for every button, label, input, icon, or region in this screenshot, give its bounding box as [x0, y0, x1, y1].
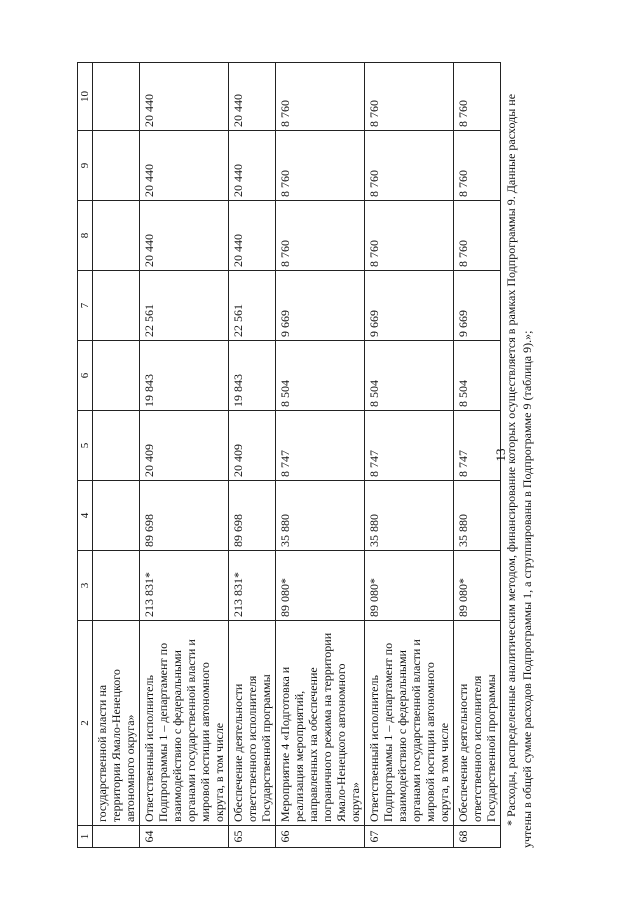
value-cell-col-6: 8 504 — [276, 341, 365, 411]
table-row — [140, 63, 229, 848]
column-number-6: 6 — [78, 341, 93, 411]
row-description: Обеспечение деятельности ответственного исполнителя Государственной программы — [454, 621, 501, 826]
value-cell-col-3: 89 080* — [276, 551, 365, 621]
value-cell-col-9: 20 440 — [229, 131, 276, 201]
footnote: * Расходы, распределенные аналитическим методом, финансирование которых осуществляется в рамках Подпрограммы 9. Данные расходы не учтены в общей сумме расходов Подпрограммы 1, а сгруппированы в Подпрограмме 9 (таблица 9).»; — [504, 93, 534, 848]
value-cell-col-7: 9 669 — [365, 271, 454, 341]
value-cell-col-8 — [93, 201, 140, 271]
value-cell-col-3: 89 080* — [365, 551, 454, 621]
value-cell-col-8: 20 440 — [229, 201, 276, 271]
value-cell-col-4: 35 880 — [276, 481, 365, 551]
column-number-4: 4 — [78, 481, 93, 551]
value-cell-col-5 — [93, 411, 140, 481]
column-number-9: 9 — [78, 131, 93, 201]
value-cell-col-5: 8 747 — [276, 411, 365, 481]
row-description: Обеспечение деятельности ответственного исполнителя Государственной программы — [229, 621, 276, 826]
value-cell-col-9: 20 440 — [140, 131, 229, 201]
value-cell-col-9: 8 760 — [276, 131, 365, 201]
value-cell-col-8: 8 760 — [365, 201, 454, 271]
value-cell-col-6: 8 504 — [365, 341, 454, 411]
value-cell-col-4: 89 698 — [140, 481, 229, 551]
value-cell-col-4: 35 880 — [454, 481, 501, 551]
value-cell-col-9 — [93, 131, 140, 201]
row-number: 64 — [140, 826, 229, 848]
value-cell-col-4 — [93, 481, 140, 551]
value-cell-col-6: 19 843 — [140, 341, 229, 411]
row-number — [93, 826, 140, 848]
value-cell-col-7: 22 561 — [140, 271, 229, 341]
value-cell-col-4: 89 698 — [229, 481, 276, 551]
table-row — [365, 63, 454, 848]
row-number: 65 — [229, 826, 276, 848]
value-cell-col-7: 9 669 — [276, 271, 365, 341]
value-cell-col-8: 8 760 — [276, 201, 365, 271]
value-cell-col-10: 8 760 — [365, 63, 454, 131]
value-cell-col-7: 22 561 — [229, 271, 276, 341]
value-cell-col-9: 8 760 — [454, 131, 501, 201]
column-number-10: 10 — [78, 63, 93, 131]
row-description: государственной власти на территории Ямало-Ненецкого автономного округа» — [93, 621, 140, 826]
row-description: Ответственный исполнитель Подпрограммы 1 – департамент по взаимодействию с федеральными органами государственной власти и мировой юстиции автономного округа, в том числе — [140, 621, 229, 826]
value-cell-col-6 — [93, 341, 140, 411]
document-page — [55, 40, 615, 870]
value-cell-col-3: 89 080* — [454, 551, 501, 621]
column-number-3: 3 — [78, 551, 93, 621]
value-cell-col-7: 9 669 — [454, 271, 501, 341]
table-row — [229, 63, 276, 848]
value-cell-col-7 — [93, 271, 140, 341]
column-number-7: 7 — [78, 271, 93, 341]
row-number: 67 — [365, 826, 454, 848]
value-cell-col-10: 8 760 — [276, 63, 365, 131]
value-cell-col-9: 8 760 — [365, 131, 454, 201]
value-cell-col-10: 8 760 — [454, 63, 501, 131]
value-cell-col-5: 20 409 — [140, 411, 229, 481]
value-cell-col-6: 19 843 — [229, 341, 276, 411]
value-cell-col-10: 20 440 — [229, 63, 276, 131]
row-description: Ответственный исполнитель Подпрограммы 1 – департамент по взаимодействию с федеральными органами государственной власти и мировой юстиции автономного округа, в том числе — [365, 621, 454, 826]
expenditure-table — [77, 62, 501, 848]
table-row — [93, 63, 140, 848]
value-cell-col-5: 8 747 — [365, 411, 454, 481]
column-number-1: 1 — [78, 826, 93, 848]
value-cell-col-5: 20 409 — [229, 411, 276, 481]
row-number: 66 — [276, 826, 365, 848]
value-cell-col-10 — [93, 63, 140, 131]
row-description: Мероприятие 4 «Подготовка и реализация мероприятий, направленных на обеспечение пограничного режима на территории Ямало-Ненецкого автономного округа» — [276, 621, 365, 826]
value-cell-col-4: 35 880 — [365, 481, 454, 551]
value-cell-col-8: 20 440 — [140, 201, 229, 271]
value-cell-col-10: 20 440 — [140, 63, 229, 131]
value-cell-col-8: 8 760 — [454, 201, 501, 271]
value-cell-col-5: 8 747 — [454, 411, 501, 481]
value-cell-col-3: 213 831* — [229, 551, 276, 621]
table-row — [276, 63, 365, 848]
value-cell-col-3 — [93, 551, 140, 621]
row-number: 68 — [454, 826, 501, 848]
column-number-5: 5 — [78, 411, 93, 481]
column-number-2: 2 — [78, 621, 93, 826]
table-header-row — [78, 63, 93, 848]
value-cell-col-3: 213 831* — [140, 551, 229, 621]
page-number: 13 — [493, 448, 508, 462]
value-cell-col-6: 8 504 — [454, 341, 501, 411]
column-number-8: 8 — [78, 201, 93, 271]
